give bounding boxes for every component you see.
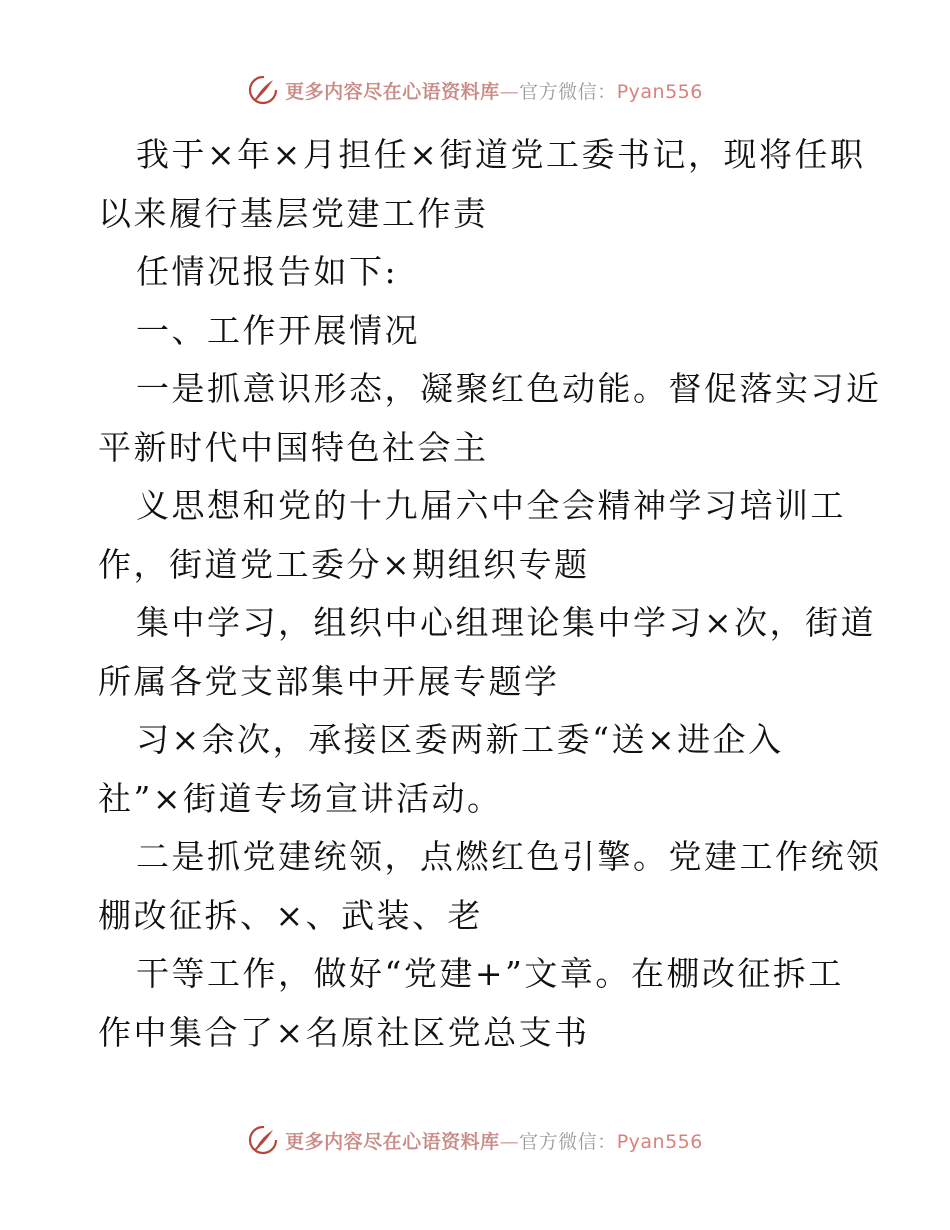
document-line: 集中学习，组织中心组理论集中学习×次，街道 bbox=[136, 603, 877, 642]
watermark-dash: — bbox=[499, 1130, 520, 1153]
watermark-wechat-label: 官方微信： bbox=[519, 1130, 617, 1153]
document-line: 二是抓党建统领，点燃红色引擎。党建工作统领 bbox=[136, 837, 882, 876]
document-line: 义思想和党的十九届六中全会精神学习培训工 bbox=[136, 486, 846, 525]
document-line: 社”×街道专场宣讲活动。 bbox=[98, 778, 503, 818]
document-line: 我于×年×月担任×街道党工委书记，现将任职 bbox=[136, 135, 866, 174]
watermark-text bbox=[285, 77, 703, 104]
document-body bbox=[98, 126, 882, 1062]
watermark-wechat-label: 官方微信： bbox=[519, 80, 617, 103]
watermark-dash: — bbox=[499, 80, 520, 103]
document-line: 一、工作开展情况 bbox=[136, 310, 420, 350]
document-line: 作，街道党工委分×期组织专题 bbox=[98, 544, 590, 584]
header-watermark bbox=[0, 70, 950, 110]
document-line: 作中集合了×名原社区党总支书 bbox=[98, 1012, 590, 1052]
document-line: 习×余次，承接区委两新工委“送×进企入 bbox=[136, 720, 784, 759]
document-line: 以来履行基层党建工作责 bbox=[98, 193, 489, 233]
watermark-site-text: 更多内容尽在心语资料库 bbox=[285, 1130, 500, 1153]
watermark-text bbox=[285, 1127, 703, 1154]
watermark-site-text: 更多内容尽在心语资料库 bbox=[285, 80, 500, 103]
document-line: 任情况报告如下: bbox=[136, 252, 399, 291]
document-line: 棚改征拆、×、武装、老 bbox=[98, 895, 484, 935]
document-line: 平新时代中国特色社会主 bbox=[98, 427, 489, 467]
watermark-wechat-id: Pyan556 bbox=[616, 1130, 703, 1153]
document-line: 一是抓意识形态，凝聚红色动能。督促落实习近 bbox=[136, 369, 882, 408]
quill-logo-icon bbox=[247, 1124, 279, 1156]
footer-watermark bbox=[0, 1120, 950, 1160]
document-line: 干等工作，做好“党建+”文章。在棚改征拆工 bbox=[136, 954, 844, 993]
quill-logo-icon bbox=[247, 74, 279, 106]
watermark-wechat-id: Pyan556 bbox=[616, 80, 703, 103]
document-line: 所属各党支部集中开展专题学 bbox=[98, 661, 560, 701]
